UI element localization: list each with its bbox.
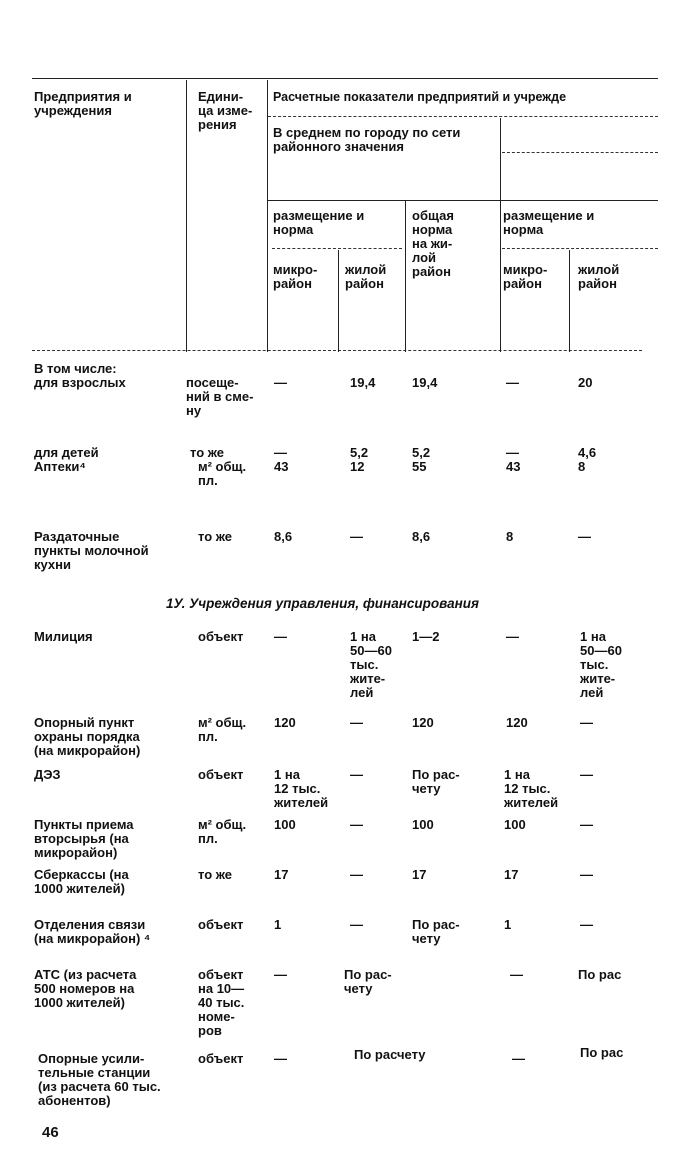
vrule-resid-2: [569, 250, 570, 352]
header-residential-2: жилой район: [578, 262, 620, 291]
cell-micro-1: 1: [274, 917, 282, 932]
cell-resid-2: По рас: [578, 967, 622, 982]
row-name: для детей: [34, 445, 99, 460]
cell-micro-2: —: [506, 445, 519, 460]
cell-total: 8,6: [412, 529, 431, 544]
row-name: Аптеки⁴: [34, 459, 86, 474]
cell-resid-2: —: [580, 917, 593, 932]
header-rule-right-sub: [502, 152, 658, 153]
cell-micro-1: —: [274, 629, 287, 644]
cell-resid-1: По рас- чету: [344, 967, 392, 996]
cell-micro-2: —: [506, 375, 519, 390]
row-unit: объект: [198, 1051, 244, 1066]
cell-micro-1: 43: [274, 459, 289, 474]
cell-total: По рас- чету: [412, 917, 460, 946]
cell-micro-2: —: [512, 1051, 525, 1066]
cell-resid-1: —: [350, 529, 363, 544]
cell-total: 5,2: [412, 445, 431, 460]
cell-resid-2: —: [580, 867, 593, 882]
cell-resid-1: —: [350, 767, 363, 782]
vrule-resid-1: [338, 250, 339, 352]
vrule-indicators: [267, 80, 268, 352]
cell-micro-2: —: [506, 629, 519, 644]
cell-micro-1: —: [274, 375, 287, 390]
cell-total: 19,4: [412, 375, 438, 390]
row-unit: объект на 10— 40 тыс. номе- ров: [198, 967, 245, 1038]
cell-micro-1: 1 на 12 тыс. жителей: [274, 767, 329, 810]
vrule-unit: [186, 80, 187, 352]
section-title: 1У. Учреждения управления, финансирования: [166, 596, 479, 611]
cell-micro-1: —: [274, 1051, 287, 1066]
cell-resid-2: 4,6: [578, 445, 597, 460]
cell-micro-1: 120: [274, 715, 296, 730]
cell-total: 1—2: [412, 629, 440, 644]
header-microdistrict-2: микро- район: [503, 262, 548, 291]
cell-resid-2: —: [578, 529, 591, 544]
cell-resid-1: —: [350, 867, 363, 882]
cell-total: 17: [412, 867, 427, 882]
row-unit: объект: [198, 767, 244, 782]
row-name: Пункты приема вторсырья (на микрорайон): [34, 817, 134, 860]
header-city-average: В среднем по городу по сети районного значения: [273, 125, 461, 154]
cell-total: По рас- чету: [412, 767, 460, 796]
cell-resid-2: —: [580, 767, 593, 782]
header-rule-norms: [268, 200, 658, 201]
cell-resid-2: 20: [578, 375, 593, 390]
row-unit: посеще- ний в сме- ну: [186, 375, 254, 418]
cell-micro-2: 8: [506, 529, 514, 544]
cell-micro-2: 1 на 12 тыс. жителей: [504, 767, 559, 810]
cell-micro-1: —: [274, 445, 287, 460]
cell-resid-2: По рас: [580, 1045, 624, 1060]
header-placement-norm-1: размещение и норма: [273, 208, 365, 237]
row-name: Отделения связи (на микрорайон) ⁴: [34, 917, 151, 946]
row-name: В том числе:: [34, 361, 117, 376]
page-number: 46: [42, 1124, 59, 1141]
cell-resid-1: 12: [350, 459, 365, 474]
vrule-right-group: [500, 118, 501, 352]
vrule-total-norm: [405, 200, 406, 352]
cell-total: 100: [412, 817, 434, 832]
row-name: АТС (из расчета 500 номеров на 1000 жителей): [34, 967, 137, 1010]
row-name: для взрослых: [34, 375, 126, 390]
row-unit: м² общ. пл.: [198, 817, 247, 846]
row-unit: м² общ. пл.: [198, 715, 247, 744]
row-name: Раздаточные пункты молочной кухни: [34, 529, 149, 572]
cell-resid-2: 1 на 50—60 тыс. жите- лей: [580, 629, 622, 700]
cell-micro-1: —: [274, 967, 287, 982]
cell-resid-1: —: [350, 817, 363, 832]
cell-resid-1: 19,4: [350, 375, 376, 390]
cell-micro-2: 17: [504, 867, 519, 882]
cell-micro-1: 8,6: [274, 529, 293, 544]
row-unit: то же: [198, 867, 233, 882]
cell-resid-1: По расчету: [354, 1047, 426, 1062]
cell-micro-2: 1: [504, 917, 512, 932]
header-rule-micro-resid-2: [502, 248, 658, 249]
header-bottom-rule: [32, 350, 642, 351]
cell-resid-1: 5,2: [350, 445, 369, 460]
cell-micro-2: —: [510, 967, 523, 982]
cell-resid-2: —: [580, 817, 593, 832]
header-total-norm: общая норма на жи- лой район: [412, 208, 454, 279]
cell-resid-1: —: [350, 715, 363, 730]
row-name: ДЭЗ: [34, 767, 61, 782]
header-rule-indicators: [268, 116, 658, 117]
cell-resid-1: —: [350, 917, 363, 932]
header-residential-1: жилой район: [345, 262, 387, 291]
row-unit: объект: [198, 629, 244, 644]
header-indicators: Расчетные показатели предприятий и учрежде: [273, 90, 567, 104]
row-unit: то же: [198, 529, 233, 544]
cell-total: 55: [412, 459, 427, 474]
cell-micro-2: 100: [504, 817, 526, 832]
cell-micro-1: 17: [274, 867, 289, 882]
cell-resid-1: 1 на 50—60 тыс. жите- лей: [350, 629, 392, 700]
row-name: Сберкассы (на 1000 жителей): [34, 867, 129, 896]
cell-micro-1: 100: [274, 817, 296, 832]
header-placement-norm-2: размещение и норма: [503, 208, 595, 237]
row-name: Опорный пункт охраны порядка (на микрорайон): [34, 715, 141, 758]
row-name: Опорные усили- тельные станции (из расчета 60 тыс. абонентов): [38, 1051, 161, 1108]
header-top-rule: [32, 78, 658, 79]
header-microdistrict-1: микро- район: [273, 262, 318, 291]
cell-resid-2: —: [580, 715, 593, 730]
cell-total: 120: [412, 715, 434, 730]
cell-micro-2: 120: [506, 715, 528, 730]
cell-micro-2: 43: [506, 459, 521, 474]
row-unit: то же: [190, 445, 225, 460]
header-enterprise: Предприятия и учреждения: [34, 89, 132, 118]
row-name: Милиция: [34, 629, 93, 644]
header-unit: Едини- ца изме- рения: [198, 89, 253, 132]
row-unit: м² общ. пл.: [198, 459, 247, 488]
cell-resid-2: 8: [578, 459, 586, 474]
header-rule-micro-resid-1: [272, 248, 402, 249]
row-unit: объект: [198, 917, 244, 932]
